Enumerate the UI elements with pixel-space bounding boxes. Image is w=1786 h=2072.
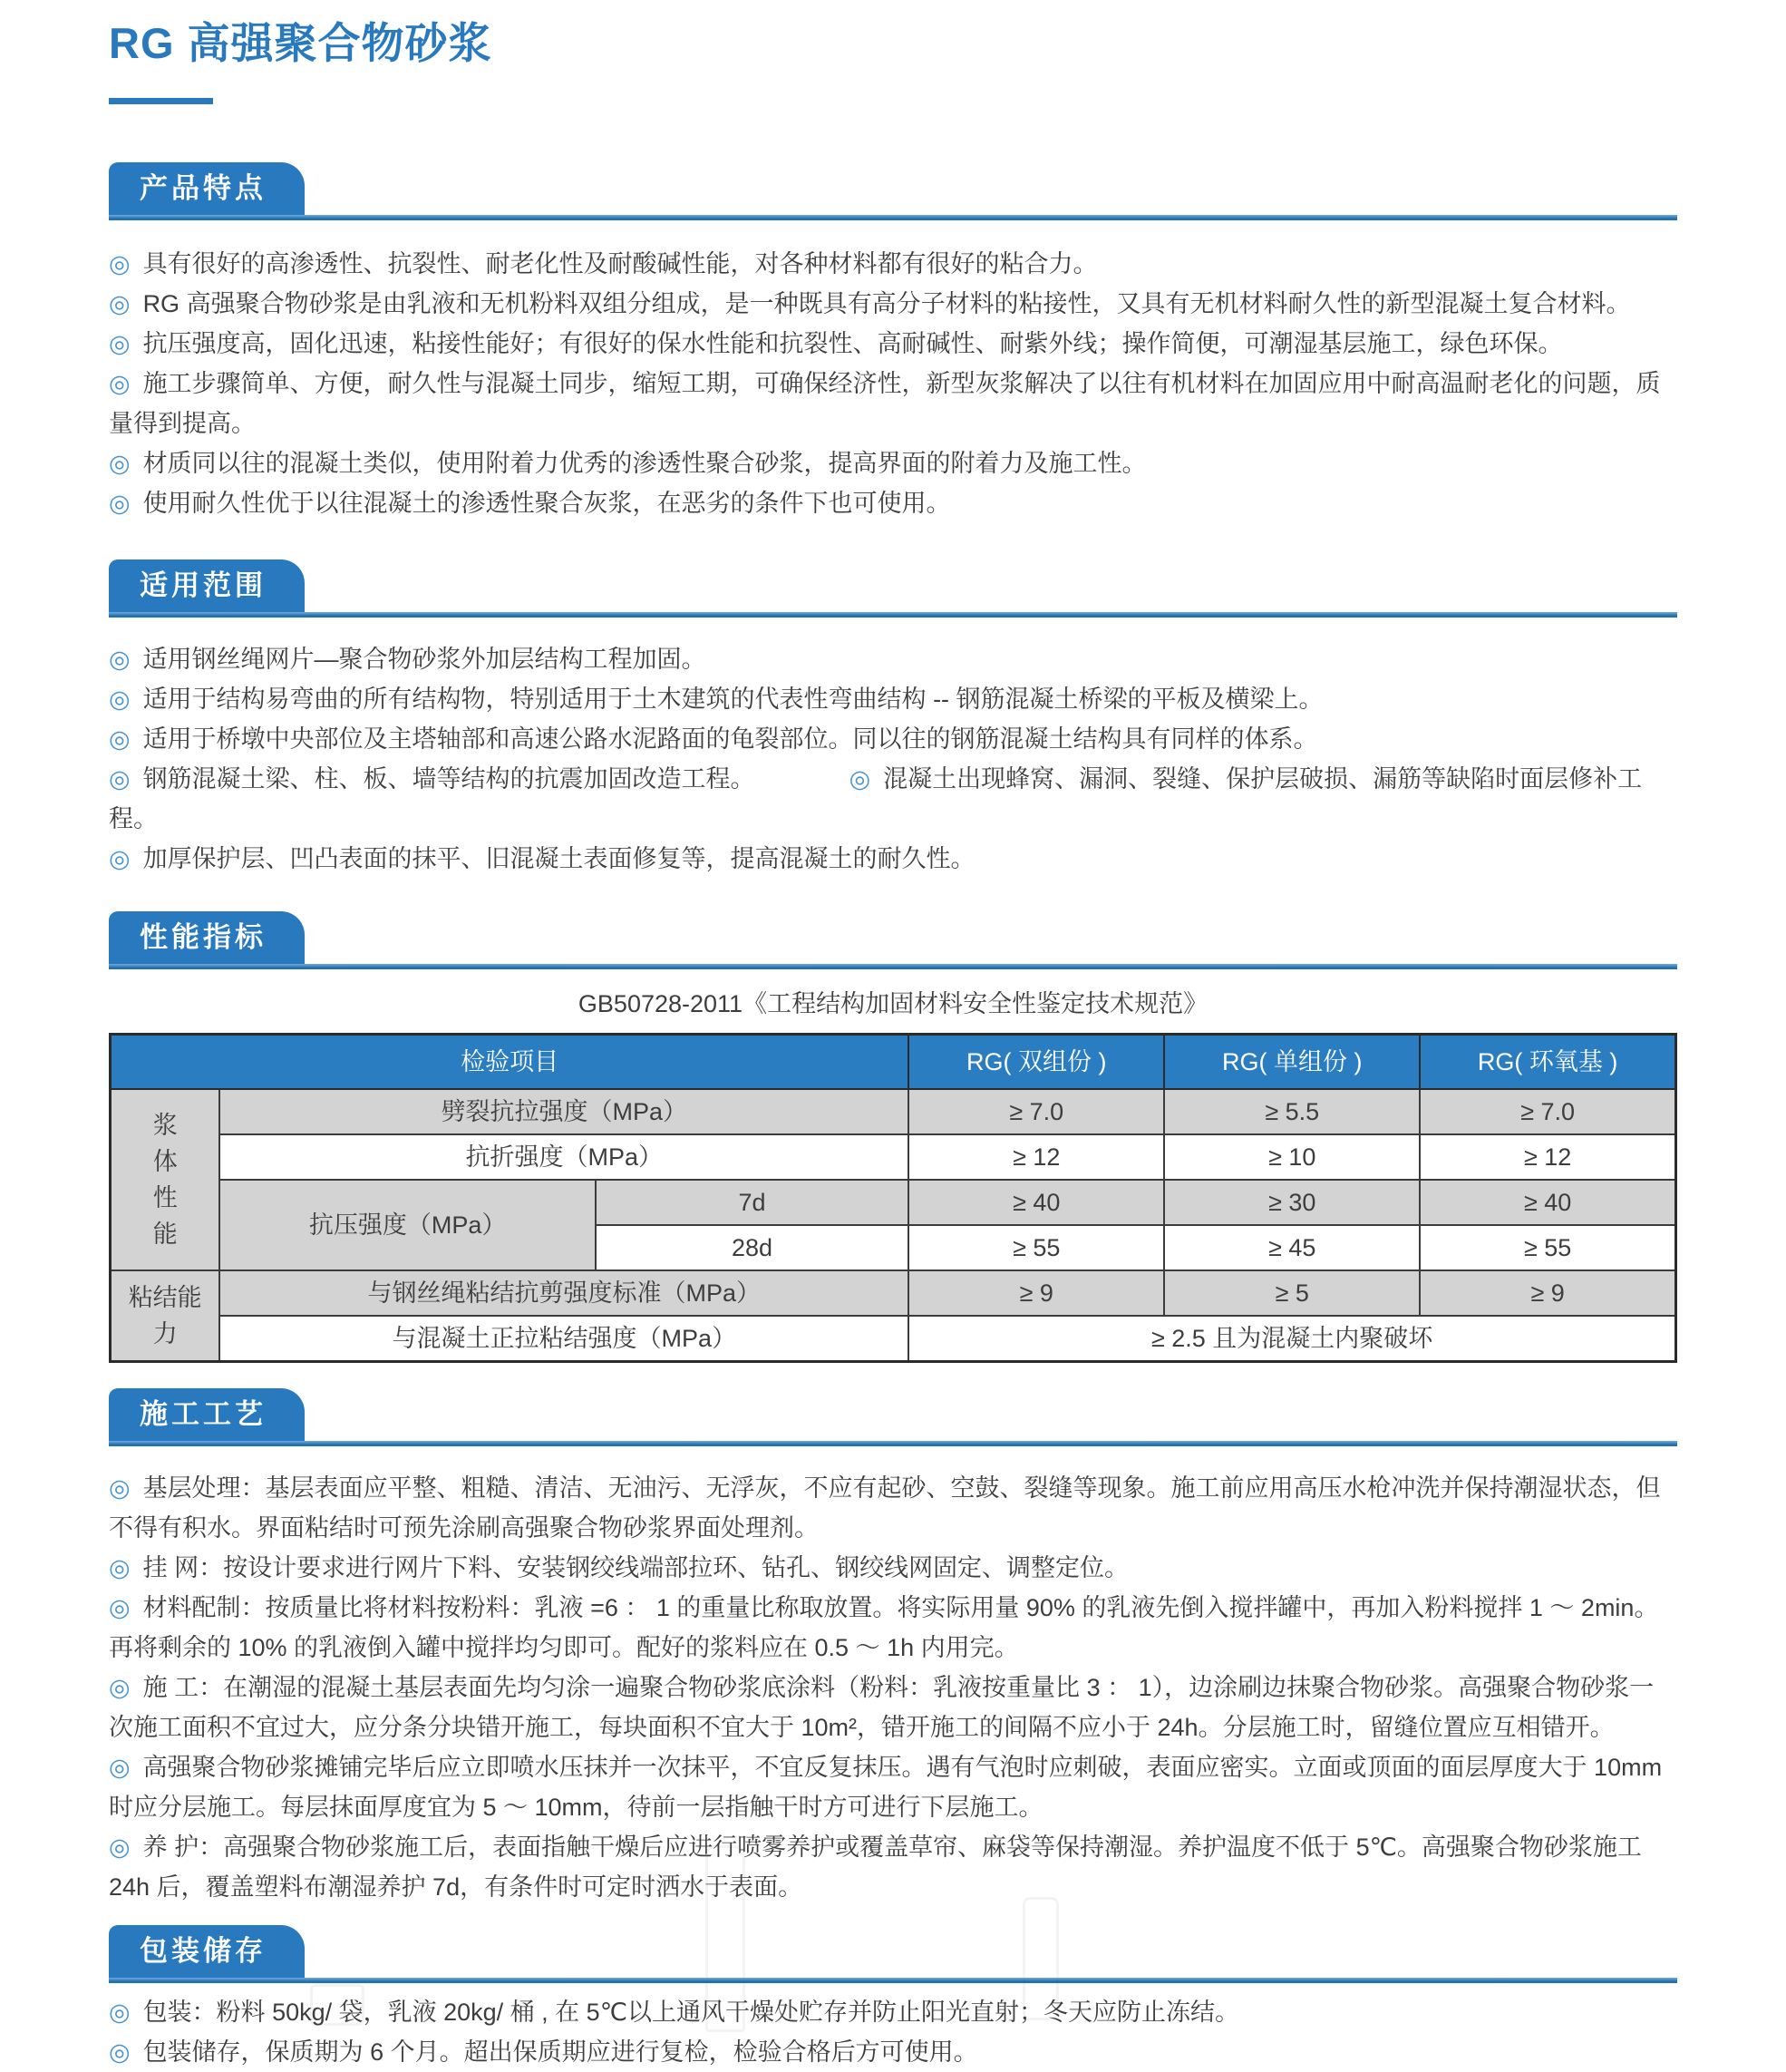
table-row [111, 1089, 1676, 1134]
group-label-line: 粘结能 [128, 1284, 202, 1311]
table-cell-name: 劈裂抗拉强度（MPa） [219, 1089, 908, 1134]
bullet-icon: ◎ [109, 1474, 131, 1502]
bullet-icon: ◎ [109, 490, 131, 517]
table-cell-value: ≥ 7.0 [1420, 1089, 1675, 1134]
list-item [109, 1468, 1677, 1548]
table-cell-value: ≥ 9 [1420, 1270, 1675, 1316]
page-title: RG 高强聚合物砂浆 [109, 19, 492, 67]
table-cell-name: 与钢丝绳粘结抗剪强度标准（MPa） [219, 1270, 908, 1316]
row-group-bond [111, 1270, 220, 1362]
list-item [109, 839, 1677, 879]
group-label-line: 体 [152, 1148, 178, 1175]
table-cell-name: 与混凝土正拉粘结强度（MPa） [219, 1316, 908, 1362]
list-item-text: 施 工：在潮湿的混凝土基层表面先均匀涂一遍聚合物砂浆底涂料（粉料：乳液按重量比 3 ： 1），边涂刷边抹聚合物砂浆。高强聚合物砂浆一次施工面积不宜过大，应分条分块错开施工，每块面积不宜大于 10m²，错开施工的间隔不应小于 24h。分层施工时，留缝位置应互相错开。 [109, 1674, 1655, 1741]
section-process [109, 1388, 1677, 1907]
row-group-slurry [111, 1089, 220, 1270]
title-underline [109, 98, 213, 104]
section-header [109, 1388, 1677, 1446]
table-cell-sub: 28d [596, 1225, 908, 1270]
section-divider [109, 1978, 1677, 1983]
table-cell-value: ≥ 7.0 [908, 1089, 1164, 1134]
list-item-text: 挂 网：按设计要求进行网片下料、安装钢绞线端部拉环、钻孔、钢绞线网固定、调整定位。 [142, 1554, 1130, 1581]
section-divider [109, 964, 1677, 969]
list-item-text: 施工步骤简单、方便，耐久性与混凝土同步，缩短工期，可确保经济性，新型灰浆解决了以往有机材料在加固应用中耐高温耐老化的问题，质量得到提高。 [109, 370, 1661, 437]
bullet-icon: ◎ [109, 1754, 131, 1781]
list-item-text: 使用耐久性优于以往混凝土的渗透性聚合灰浆，在恶劣的条件下也可使用。 [142, 490, 951, 517]
list-item [109, 719, 1677, 759]
list-item-text: 材质同以往的混凝土类似，使用附着力优秀的渗透性聚合砂浆，提高界面的附着力及施工性。 [142, 450, 1147, 477]
section-header [109, 911, 1677, 969]
list-item [109, 1747, 1677, 1827]
section-badge: 产品特点 [109, 162, 305, 215]
section-divider [109, 1441, 1677, 1446]
bullet-icon: ◎ [109, 845, 131, 872]
list-item-text: RG 高强聚合物砂浆是由乳液和无机粉料双组分组成，是一种既具有高分子材料的粘接性，又具有无机材料耐久性的新型混凝土复合材料。 [142, 290, 1631, 317]
group-label-line: 能 [152, 1221, 178, 1248]
list-item-text: 包装储存，保质期为 6 个月。超出保质期应进行复检，检验合格后方可使用。 [142, 2038, 978, 2066]
section-divider [109, 215, 1677, 220]
list-item-text: 包装：粉料 50kg/ 袋，乳液 20kg/ 桶 , 在 5℃以上通风干燥处贮存并防止阳光直射；冬天应防止冻结。 [142, 1999, 1240, 2026]
section-header [109, 559, 1677, 618]
list-item-text: 适用于结构易弯曲的所有结构物，特别适用于土木建筑的代表性弯曲结构 -- 钢筋混凝土桥梁的平板及横梁上。 [142, 686, 1324, 713]
bullet-icon: ◎ [109, 1594, 131, 1621]
list-item-text: 具有很好的高渗透性、抗裂性、耐老化性及耐酸碱性能，对各种材料都有很好的粘合力。 [142, 250, 1098, 277]
list-item-text: 抗压强度高，固化迅速，粘接性能好；有很好的保水性能和抗裂性、高耐碱性、耐紫外线；操作简便，可潮湿基层施工，绿色环保。 [142, 330, 1563, 357]
section-header [109, 1925, 1677, 1983]
section-performance [109, 911, 1677, 1363]
list-item [109, 639, 1677, 679]
table-header-row [111, 1035, 1676, 1090]
list-item-text: 适用钢丝绳网片—聚合物砂浆外加层结构工程加固。 [142, 646, 706, 673]
header-cell-rg1: RG( 单组份 ) [1164, 1035, 1420, 1090]
list-item [109, 443, 1677, 483]
table-cell-value: ≥ 40 [1420, 1180, 1675, 1225]
list-item [109, 1992, 1677, 2032]
section-badge: 性能指标 [109, 911, 305, 964]
table-caption: GB50728-2011《工程结构加固材料安全性鉴定技术规范》 [578, 990, 1208, 1017]
section-divider [109, 612, 1677, 618]
list-item-text: 材料配制：按质量比将材料按粉料：乳液 =6 ： 1 的重量比称取放置。将实际用量 90% 的乳液先倒入搅拌罐中，再加入粉料搅拌 1 ～ 2min。再将剩余的 10% 的乳液倒入罐中搅拌均匀即可。配好的浆料应在 0.5 ～ 1h 内用完。 [109, 1594, 1659, 1661]
section-features [109, 162, 1677, 523]
list-item-dual [109, 759, 1677, 839]
table-cell-value: ≥ 12 [908, 1134, 1164, 1180]
list-item [109, 483, 1677, 523]
bullet-icon: ◎ [849, 765, 871, 793]
list-item-text: 适用于桥墩中央部位及主塔轴部和高速公路水泥路面的龟裂部位。同以往的钢筋混凝土结构具有同样的体系。 [142, 725, 1318, 753]
list-item [109, 324, 1677, 364]
table-row [111, 1180, 1676, 1225]
list-item [109, 284, 1677, 324]
bullet-icon: ◎ [109, 1674, 131, 1701]
list-item [109, 1668, 1677, 1747]
bullet-icon: ◎ [109, 1554, 131, 1581]
section-badge: 包装储存 [109, 1925, 305, 1978]
list-item [109, 364, 1677, 443]
list-item [109, 1548, 1677, 1588]
performance-table [109, 1033, 1677, 1363]
bullet-icon: ◎ [109, 250, 131, 277]
list-item-text: 混凝土出现蜂窝、漏洞、裂缝、保护层破损、漏筋等缺陷时面层修补工程。 [109, 765, 1643, 832]
table-cell-value: ≥ 55 [908, 1225, 1164, 1270]
list-item [109, 2032, 1677, 2072]
table-cell-value: ≥ 40 [908, 1180, 1164, 1225]
table-cell-value: ≥ 45 [1164, 1225, 1420, 1270]
bullet-icon: ◎ [109, 450, 131, 477]
bullet-icon: ◎ [109, 1834, 131, 1861]
section-storage [109, 1925, 1677, 2072]
bullet-icon: ◎ [109, 765, 131, 793]
table-cell-merged-value: ≥ 2.5 且为混凝土内聚破坏 [908, 1316, 1675, 1362]
header-cell-item: 检验项目 [111, 1035, 909, 1090]
bullet-icon: ◎ [109, 290, 131, 317]
table-row [111, 1270, 1676, 1316]
bullet-icon: ◎ [109, 370, 131, 397]
section-badge: 施工工艺 [109, 1388, 305, 1441]
section-scope [109, 559, 1677, 879]
table-cell-value: ≥ 10 [1164, 1134, 1420, 1180]
list-item-text: 钢筋混凝土梁、柱、板、墙等结构的抗震加固改造工程。 [142, 765, 755, 793]
list-item [109, 1588, 1677, 1668]
section-badge: 适用范围 [109, 559, 305, 612]
bullet-icon: ◎ [109, 2038, 131, 2066]
list-item-text: 加厚保护层、凹凸表面的抹平、旧混凝土表面修复等，提高混凝土的耐久性。 [142, 845, 976, 872]
group-label-line: 浆 [152, 1112, 178, 1139]
process-list [109, 1468, 1677, 1907]
bullet-icon: ◎ [109, 330, 131, 357]
list-item-text: 高强聚合物砂浆摊铺完毕后应立即喷水压抹并一次抹平，不宜反复抹压。遇有气泡时应刺破，表面应密实。立面或顶面的面层厚度大于 10mm 时应分层施工。每层抹面厚度宜为 5 ～ 10mm，待前一层指触干时方可进行下层施工。 [109, 1754, 1663, 1821]
group-label-line: 力 [152, 1320, 178, 1347]
table-row [111, 1134, 1676, 1180]
table-cell-value: ≥ 12 [1420, 1134, 1675, 1180]
list-item [109, 244, 1677, 284]
list-item [109, 1827, 1677, 1907]
list-item [109, 679, 1677, 719]
section-header [109, 162, 1677, 220]
table-cell-value: ≥ 5 [1164, 1270, 1420, 1316]
features-list [109, 244, 1677, 523]
list-item-text: 养 护：高强聚合物砂浆施工后，表面指触干燥后应进行喷雾养护或覆盖草帘、麻袋等保持潮湿。养护温度不低于 5℃。高强聚合物砂浆施工 24h 后，覆盖塑料布潮湿养护 7d，有条件时可定时洒水于表面。 [109, 1834, 1642, 1901]
storage-list [109, 1992, 1677, 2072]
table-cell-value: ≥ 5.5 [1164, 1089, 1420, 1134]
table-cell-name: 抗折强度（MPa） [219, 1134, 908, 1180]
table-cell-sub: 7d [596, 1180, 908, 1225]
table-cell-value: ≥ 9 [908, 1270, 1164, 1316]
bullet-icon: ◎ [109, 725, 131, 753]
header-cell-rg2: RG( 双组份 ) [908, 1035, 1164, 1090]
bullet-icon: ◎ [109, 1999, 131, 2026]
list-item-text: 基层处理：基层表面应平整、粗糙、清洁、无油污、无浮灰，不应有起砂、空鼓、裂缝等现象。施工前应用高压水枪冲洗并保持潮湿状态，但不得有积水。界面粘结时可预先涂刷高强聚合物砂浆界面处理剂。 [109, 1474, 1661, 1542]
table-cell-value: ≥ 55 [1420, 1225, 1675, 1270]
table-cell-value: ≥ 30 [1164, 1180, 1420, 1225]
table-cell-name: 抗压强度（MPa） [219, 1180, 595, 1270]
bullet-icon: ◎ [109, 646, 131, 673]
bullet-icon: ◎ [109, 686, 131, 713]
header-cell-rge: RG( 环氧基 ) [1420, 1035, 1675, 1090]
scope-list [109, 639, 1677, 879]
table-row [111, 1316, 1676, 1362]
group-label-line: 性 [152, 1184, 178, 1211]
